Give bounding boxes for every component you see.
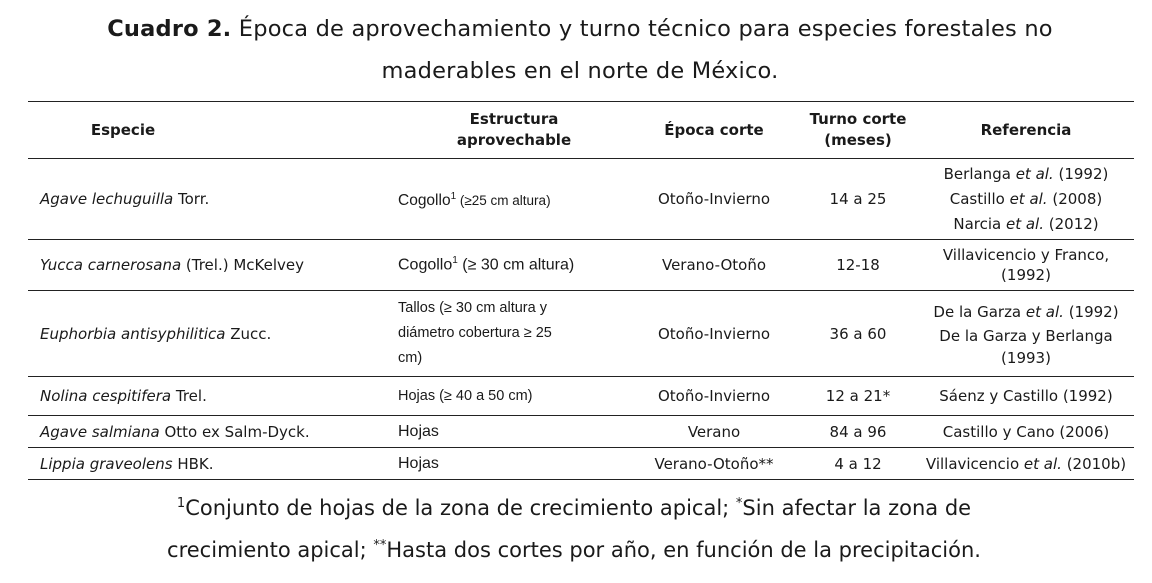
cell-epoca: Verano-Otoño** [654,454,774,473]
table-footnote [0,487,1148,571]
cell-epoca: Otoño-Invierno [657,387,771,405]
cell-species: Agave lechuguilla Torr. [40,190,210,208]
cell-turno: 84 a 96 [829,422,887,441]
cell-turno: 36 a 60 [829,324,887,343]
cell-epoca: Verano [687,422,741,441]
caption-line-1 [0,8,1152,50]
footnote-line-2: crecimiento apical; **Hasta dos cortes por año, en función de la precipitación. [167,538,981,562]
table-row [28,159,1134,240]
cell-epoca: Verano-Otoño [661,256,767,274]
caption-label: Cuadro 2. [107,16,232,42]
header-estructura: Estructura aprovechable [456,110,572,149]
cell-structure: Tallos (≥ 30 cm altura y diámetro cobertura ≥ 25 cm) [398,300,552,366]
cell-structure: Hojas (≥ 40 a 50 cm) [398,387,533,404]
footnote-line-1: $^1$Conjunto de hojas de la zona de crecimiento apical; *Sin afectar la zona de [176,496,972,520]
cell-structure: Hojas [398,454,439,472]
cell-turno: 12-18 [836,256,880,274]
caption-line-2: maderables en el norte de México. [381,58,779,84]
cell-referencia: Castillo y Cano (2006) [942,422,1110,441]
caption-text-1: Época de aprovechamiento y turno técnico para especies forestales no [238,16,1053,42]
cell-structure: Cogollo$^1$ (≥25 cm altura) [398,191,551,209]
cell-species: Euphorbia antisyphilitica Zucc. [40,324,272,343]
cell-structure: Cogollo$^1$ (≥ 30 cm altura) [398,255,575,274]
cell-referencia: Villavicencio et al. (2010b) [925,454,1127,473]
cell-referencia: Sáenz y Castillo (1992) [939,387,1113,405]
cell-referencia: De la Garza et al. (1992) De la Garza y Berlanga (1993) [933,302,1119,367]
cell-species: Yucca carnerosana (Trel.) McKelvey [40,256,304,274]
cell-species: Agave salmiana Otto ex Salm-Dyck. [40,422,310,441]
cell-species: Lippia graveolens HBK. [40,454,214,473]
cell-species: Nolina cespitifera Trel. [40,387,207,405]
cell-turno: 4 a 12 [834,454,882,473]
header-especie: Especie [90,120,156,139]
cell-turno: 14 a 25 [829,190,887,208]
table-row [28,240,1134,291]
cell-epoca: Otoño-Invierno [657,190,771,208]
table-header [28,102,1134,159]
cell-epoca: Otoño-Invierno [657,324,771,343]
header-epoca: Época corte [664,120,764,139]
cell-referencia: Berlanga et al. (1992) Castillo et al. (2008) Narcia et al. (2012) [943,164,1109,233]
table-row [28,448,1134,480]
header-turno: Turno corte (meses) [809,110,907,149]
table-row [28,291,1134,377]
cell-referencia: Villavicencio y Franco, (1992) [942,246,1110,284]
table-row [28,377,1134,416]
table-caption [0,8,1152,92]
cell-structure: Hojas [398,422,439,440]
header-row [28,102,1134,159]
header-referencia: Referencia [980,120,1072,139]
cell-turno: 12 a 21* [825,387,891,405]
table-row [28,416,1134,448]
species-table [28,101,1134,480]
